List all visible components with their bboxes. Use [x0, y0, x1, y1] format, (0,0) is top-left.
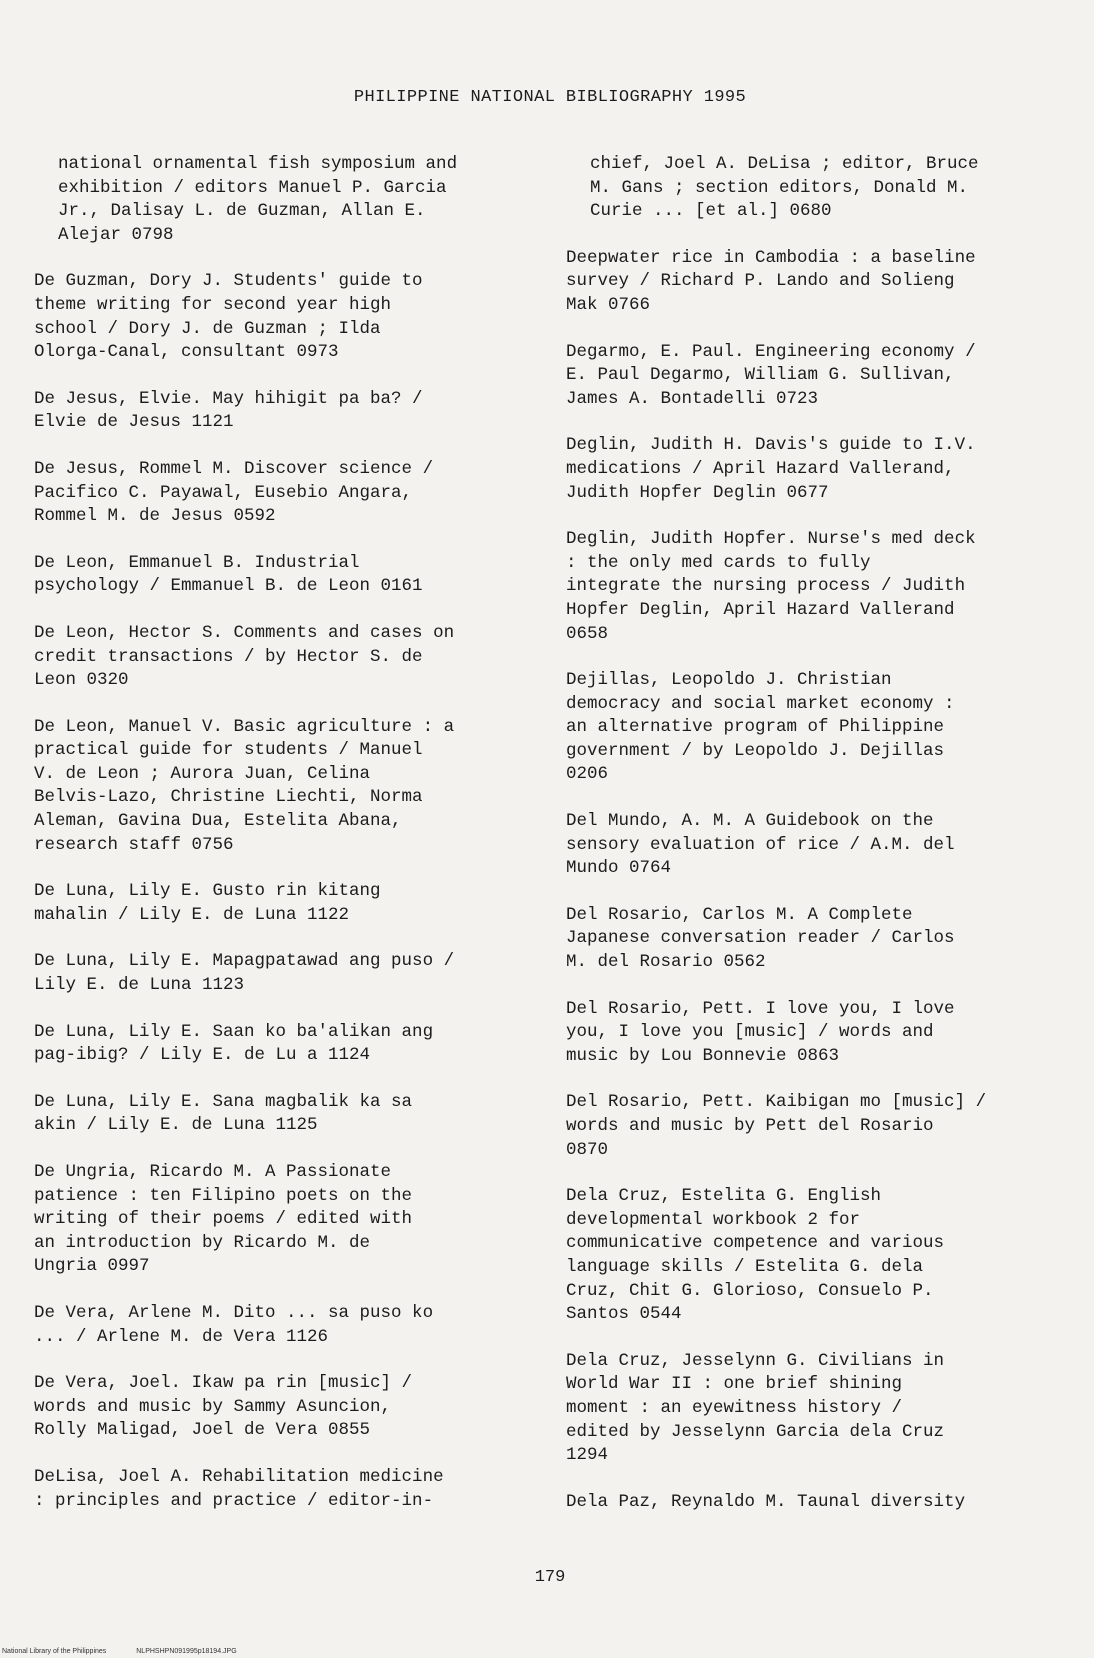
entry-line: music by Lou Bonnevie 0863 — [566, 1045, 840, 1066]
entry-line: moment : an eyewitness history / — [566, 1397, 903, 1418]
entry-line: medications / April Hazard Vallerand, — [566, 458, 955, 479]
entry-line: practical guide for students / Manuel — [34, 740, 423, 761]
entry-line: pag-ibig? / Lily E. de Lu a 1124 — [34, 1045, 371, 1066]
bibliography-entry — [566, 1491, 1066, 1515]
bibliography-entry — [34, 1021, 534, 1068]
entry-line: 0658 — [566, 623, 609, 644]
entry-line: developmental workbook 2 for — [566, 1209, 861, 1230]
bibliography-entry — [566, 669, 1066, 787]
entry-line: Cruz, Chit G. Glorioso, Consuelo P. — [566, 1280, 934, 1301]
entry-line: research staff 0756 — [34, 834, 234, 855]
entry-line: government / by Leopoldo J. Dejillas — [566, 740, 945, 761]
bibliography-entry — [34, 388, 534, 435]
entry-line: akin / Lily E. de Luna 1125 — [34, 1115, 318, 1136]
entry-line: an alternative program of Philippine — [566, 717, 945, 738]
entry-line: Santos 0544 — [566, 1304, 682, 1325]
entry-line: words and music by Sammy Asuncion, — [34, 1396, 392, 1417]
entry-line: Dejillas, Leopoldo J. Christian — [566, 670, 892, 691]
entry-line: De Leon, Hector S. Comments and cases on — [34, 622, 455, 643]
bibliography-entry — [34, 1372, 534, 1443]
entry-line: 1294 — [566, 1445, 609, 1466]
entry-line: Mundo 0764 — [566, 858, 672, 879]
entry-line: chief, Joel A. DeLisa ; editor, Bruce — [590, 154, 979, 174]
footer-file: NLPHSHPN091995p18194.JPG — [136, 1648, 237, 1655]
entry-line: Dela Cruz, Jesselynn G. Civilians in — [566, 1350, 945, 1371]
entry-line: De Leon, Manuel V. Basic agriculture : a — [34, 716, 455, 737]
entry-line: theme writing for second year high — [34, 294, 392, 315]
entry-line: democracy and social market economy : — [566, 693, 955, 714]
entry-line: Rolly Maligad, Joel de Vera 0855 — [34, 1420, 371, 1441]
entry-line: 0206 — [566, 764, 609, 785]
entry-line: DeLisa, Joel A. Rehabilitation medicine — [34, 1466, 444, 1487]
left-column — [34, 153, 534, 1536]
bibliography-entry — [34, 552, 534, 599]
bibliography-entry — [34, 880, 534, 927]
entry-line: James A. Bontadelli 0723 — [566, 388, 819, 409]
entry-line: Rommel M. de Jesus 0592 — [34, 506, 276, 527]
footer-library: National Library of the Philippines — [2, 1648, 107, 1655]
entry-line: Leon 0320 — [34, 670, 129, 691]
entry-line: Judith Hopfer Deglin 0677 — [566, 482, 829, 503]
entry-line: survey / Richard P. Lando and Solieng — [566, 271, 955, 292]
entry-line: Ungria 0997 — [34, 1256, 150, 1277]
entry-line: patience : ten Filipino poets on the — [34, 1185, 413, 1206]
entry-line: Elvie de Jesus 1121 — [34, 412, 234, 433]
entry-line: Jr., Dalisay L. de Guzman, Allan E. — [58, 201, 426, 222]
scan-footer — [2, 1648, 265, 1655]
entry-line: national ornamental fish symposium and — [58, 154, 458, 174]
bibliography-entry — [34, 458, 534, 529]
entry-line: Olorga-Canal, consultant 0973 — [34, 342, 339, 363]
entry-line: Deglin, Judith Hopfer. Nurse's med deck — [566, 529, 976, 550]
entry-line: De Luna, Lily E. Gusto rin kitang — [34, 881, 381, 902]
entry-line: ... / Arlene M. de Vera 1126 — [34, 1326, 329, 1347]
entry-line: integrate the nursing process / Judith — [566, 576, 966, 597]
entry-line: Del Mundo, A. M. A Guidebook on the — [566, 811, 934, 832]
entry-line: sensory evaluation of rice / A.M. del — [566, 834, 955, 855]
entry-line: exhibition / editors Manuel P. Garcia — [58, 177, 447, 198]
entry-line: V. de Leon ; Aurora Juan, Celina — [34, 763, 371, 784]
entry-line: M. del Rosario 0562 — [566, 952, 766, 973]
entry-line: Dela Cruz, Estelita G. English — [566, 1186, 882, 1207]
entry-line: mahalin / Lily E. de Luna 1122 — [34, 904, 350, 925]
entry-line: Del Rosario, Pett. I love you, I love — [566, 998, 955, 1019]
entry-line: Del Rosario, Carlos M. A Complete — [566, 904, 913, 925]
entry-line: school / Dory J. de Guzman ; Ilda — [34, 318, 381, 339]
entry-line: Aleman, Gavina Dua, Estelita Abana, — [34, 811, 402, 832]
entry-line: De Luna, Lily E. Sana magbalik ka sa — [34, 1091, 413, 1112]
bibliography-entry — [34, 1302, 534, 1349]
entry-line: De Leon, Emmanuel B. Industrial — [34, 552, 360, 573]
entry-line: psychology / Emmanuel B. de Leon 0161 — [34, 576, 423, 597]
bibliography-entry — [34, 1091, 534, 1138]
bibliography-entry — [566, 1185, 1066, 1327]
bibliography-entry — [566, 904, 1066, 975]
entry-line: Lily E. de Luna 1123 — [34, 975, 245, 996]
bibliography-entry — [566, 528, 1066, 646]
bibliography-entry — [566, 1091, 1066, 1162]
entry-line: De Vera, Arlene M. Dito ... sa puso ko — [34, 1302, 434, 1323]
entry-line: Deglin, Judith H. Davis's guide to I.V. — [566, 435, 976, 456]
bibliography-entry — [34, 716, 534, 858]
entry-line: Deepwater rice in Cambodia : a baseline — [566, 247, 976, 268]
bibliography-entry — [34, 1161, 534, 1279]
page-header: PHILIPPINE NATIONAL BIBLIOGRAPHY 1995 — [353, 88, 747, 107]
bibliography-entry — [34, 950, 534, 997]
entry-line: you, I love you [music] / words and — [566, 1022, 934, 1043]
bibliography-entry — [34, 270, 534, 364]
bibliography-entry — [566, 434, 1066, 505]
page-number: 179 — [534, 1568, 566, 1587]
entry-line: Japanese conversation reader / Carlos — [566, 928, 955, 949]
entry-line: World War II : one brief shining — [566, 1374, 903, 1395]
entry-line: language skills / Estelita G. dela — [566, 1256, 924, 1277]
entry-line: Belvis-Lazo, Christine Liechti, Norma — [34, 787, 423, 808]
entry-line: Degarmo, E. Paul. Engineering economy / — [566, 341, 976, 362]
entry-line: De Vera, Joel. Ikaw pa rin [music] / — [34, 1373, 413, 1394]
bibliography-entry — [566, 247, 1066, 318]
bibliography-entry — [566, 341, 1066, 412]
bibliography-entry — [34, 153, 534, 247]
entry-line: Alejar 0798 — [58, 224, 174, 245]
entry-line: De Ungria, Ricardo M. A Passionate — [34, 1162, 392, 1182]
entry-line: edited by Jesselynn Garcia dela Cruz — [566, 1421, 945, 1442]
bibliography-entry — [566, 1350, 1066, 1468]
entry-line: Pacifico C. Payawal, Eusebio Angara, — [34, 482, 413, 503]
entry-line: credit transactions / by Hector S. de — [34, 646, 423, 667]
entry-line: Dela Paz, Reynaldo M. Taunal diversity — [566, 1491, 966, 1512]
right-column — [566, 153, 1066, 1537]
bibliography-entry — [566, 998, 1066, 1069]
entry-line: : principles and practice / editor-in- — [34, 1490, 434, 1511]
entry-line: Hopfer Deglin, April Hazard Vallerand — [566, 599, 955, 620]
entry-line: Del Rosario, Pett. Kaibigan mo [music] / — [566, 1092, 987, 1113]
entry-line: communicative competence and various — [566, 1233, 945, 1254]
entry-line: De Luna, Lily E. Saan ko ba'alikan ang — [34, 1021, 434, 1042]
entry-line: an introduction by Ricardo M. de — [34, 1232, 371, 1253]
bibliography-entry — [34, 1466, 534, 1513]
entry-line: 0870 — [566, 1139, 609, 1160]
entry-line: E. Paul Degarmo, William G. Sullivan, — [566, 365, 955, 386]
bibliography-entry — [566, 153, 1066, 224]
bibliography-entry — [34, 622, 534, 693]
entry-line: : the only med cards to fully — [566, 552, 871, 573]
entry-line: De Guzman, Dory J. Students' guide to — [34, 271, 423, 292]
bibliography-entry — [566, 810, 1066, 881]
entry-line: M. Gans ; section editors, Donald M. — [590, 177, 969, 198]
entry-line: words and music by Pett del Rosario — [566, 1116, 934, 1136]
entry-line: De Jesus, Rommel M. Discover science / — [34, 458, 434, 479]
entry-line: De Jesus, Elvie. May hihigit pa ba? / — [34, 388, 423, 409]
entry-line: De Luna, Lily E. Mapagpatawad ang puso / — [34, 951, 455, 972]
entry-line: Curie ... [et al.] 0680 — [590, 201, 832, 222]
entry-line: writing of their poems / edited with — [34, 1209, 413, 1230]
entry-line: Mak 0766 — [566, 294, 651, 315]
